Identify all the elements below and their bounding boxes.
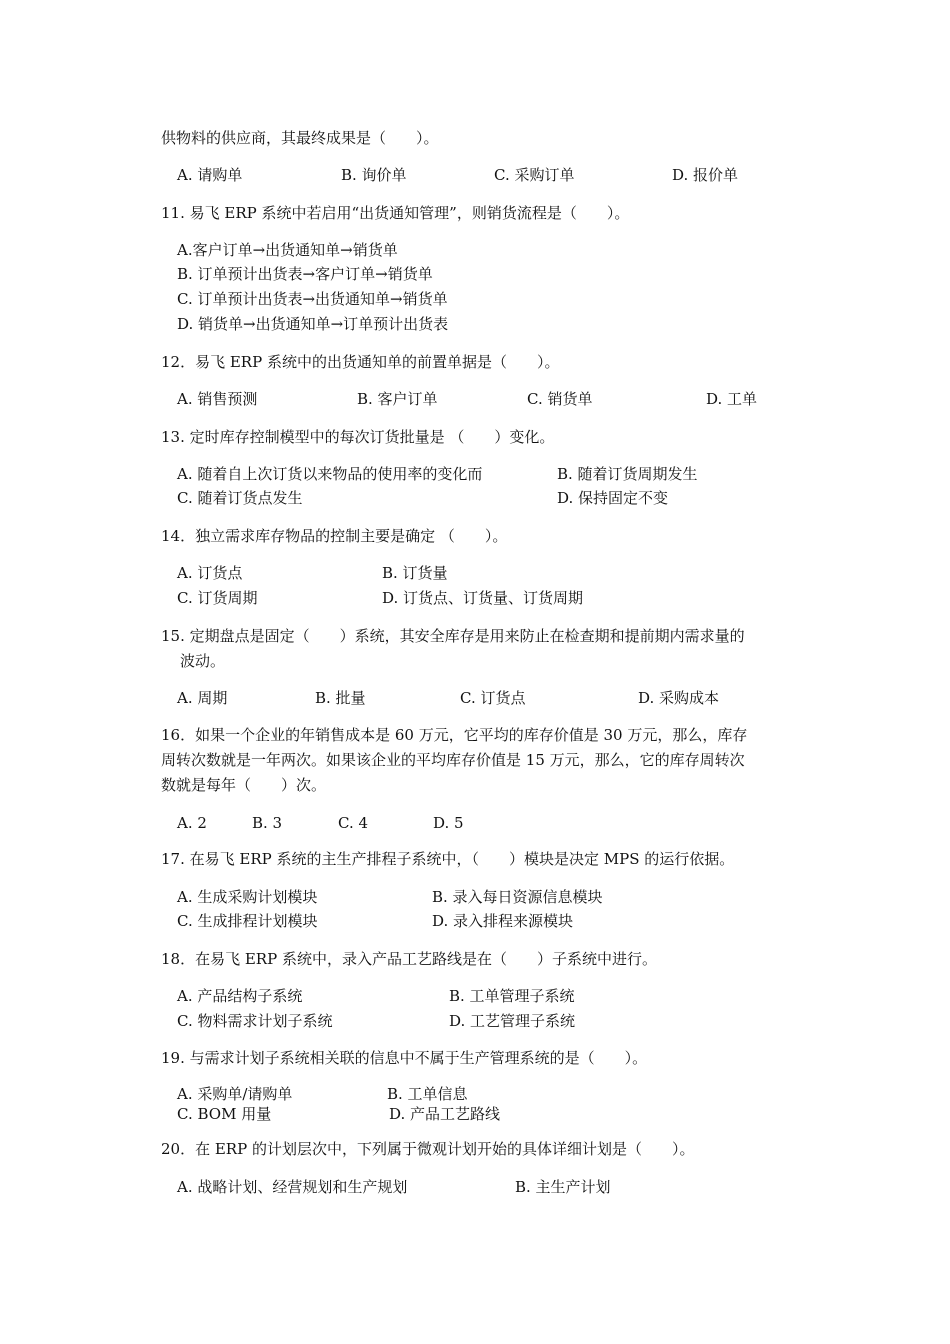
q14-option-d: D. 订货点、订货量、订货周期 — [382, 589, 584, 607]
q17-option-c: C. 生成排程计划模块 — [177, 912, 318, 930]
q11-option-a: A.客户订单→出货通知单→销货单 — [177, 241, 398, 259]
q13-option-b: B. 随着订货周期发生 — [557, 465, 698, 483]
q19-option-c: C. BOM 用量 — [177, 1105, 272, 1123]
question-12-stem: 12．易飞 ERP 系统中的出货通知单的前置单据是（ ）。 — [161, 353, 560, 371]
q10-option-b: B. 询价单 — [341, 166, 407, 184]
q15-option-b: B. 批量 — [315, 689, 366, 707]
q11-option-b: B. 订单预计出货表→客户订单→销货单 — [177, 265, 433, 283]
q10-option-a: A. 请购单 — [177, 166, 243, 184]
q16-option-c: C. 4 — [338, 814, 369, 832]
q19-option-b: B. 工单信息 — [387, 1085, 468, 1103]
question-13-stem: 13. 定时库存控制模型中的每次订货批量是 （ ）变化。 — [161, 428, 555, 446]
q18-option-d: D. 工艺管理子系统 — [449, 1012, 576, 1030]
question-19-stem: 19. 与需求计划子系统相关联的信息中不属于生产管理系统的是（ ）。 — [161, 1049, 648, 1067]
q16-option-a: A. 2 — [177, 814, 207, 832]
question-17-stem: 17. 在易飞 ERP 系统的主生产排程子系统中，（ ）模块是决定 MPS 的运行依据。 — [161, 850, 735, 868]
question-16-stem-line-3: 数就是每年（ ）次。 — [161, 776, 327, 794]
question-14-stem: 14．独立需求库存物品的控制主要是确定 （ ）。 — [161, 527, 508, 545]
q11-option-d: D. 销货单→出货通知单→订单预计出货表 — [177, 315, 449, 333]
q13-option-a: A. 随着自上次订货以来物品的使用率的变化而 — [177, 465, 483, 483]
q12-option-c: C. 销货单 — [527, 390, 593, 408]
q17-option-b: B. 录入每日资源信息模块 — [432, 888, 603, 906]
question-10-continuation: 供物料的供应商，其最终成果是（ ）。 — [161, 129, 439, 147]
q16-option-d: D. 5 — [433, 814, 464, 832]
question-11-stem: 11. 易飞 ERP 系统中若启用“出货通知管理”，则销货流程是（ ）。 — [161, 204, 630, 222]
q20-option-a: A. 战略计划、经营规划和生产规划 — [177, 1178, 408, 1196]
q15-option-d: D. 采购成本 — [638, 689, 720, 707]
q18-option-b: B. 工单管理子系统 — [449, 987, 575, 1005]
q13-option-d: D. 保持固定不变 — [557, 489, 669, 507]
question-18-stem: 18．在易飞 ERP 系统中，录入产品工艺路线是在（ ）子系统中进行。 — [161, 950, 657, 968]
question-15-stem-line-1: 15. 定期盘点是固定（ ）系统，其安全库存是用来防止在检查期和提前期内需求量的 — [161, 627, 745, 645]
q19-option-d: D. 产品工艺路线 — [389, 1105, 501, 1123]
q15-option-a: A. 周期 — [177, 689, 228, 707]
q16-option-b: B. 3 — [252, 814, 283, 832]
q18-option-a: A. 产品结构子系统 — [177, 987, 303, 1005]
q11-option-c: C. 订单预计出货表→出货通知单→销货单 — [177, 290, 448, 308]
q15-option-c: C. 订货点 — [460, 689, 526, 707]
q12-option-d: D. 工单 — [706, 390, 758, 408]
question-15-stem-line-2: 波动。 — [180, 652, 226, 670]
q13-option-c: C. 随着订货点发生 — [177, 489, 303, 507]
q14-option-c: C. 订货周期 — [177, 589, 258, 607]
question-20-stem: 20．在 ERP 的计划层次中，下列属于微观计划开始的具体详细计划是（ ）。 — [161, 1140, 695, 1158]
q20-option-b: B. 主生产计划 — [515, 1178, 611, 1196]
q14-option-b: B. 订货量 — [382, 564, 448, 582]
q17-option-a: A. 生成采购计划模块 — [177, 888, 318, 906]
question-16-stem-line-2: 周转次数就是一年两次。如果该企业的平均库存价值是 15 万元，那么，它的库存周转次 — [161, 751, 745, 769]
q18-option-c: C. 物料需求计划子系统 — [177, 1012, 333, 1030]
q12-option-a: A. 销售预测 — [177, 390, 258, 408]
q14-option-a: A. 订货点 — [177, 564, 243, 582]
q10-option-c: C. 采购订单 — [494, 166, 575, 184]
question-16-stem-line-1: 16．如果一个企业的年销售成本是 60 万元，它平均的库存价值是 30 万元，那么，库存 — [161, 726, 748, 744]
q17-option-d: D. 录入排程来源模块 — [432, 912, 574, 930]
q19-option-a: A. 采购单/请购单 — [177, 1085, 293, 1103]
q12-option-b: B. 客户订单 — [357, 390, 438, 408]
q10-option-d: D. 报价单 — [672, 166, 739, 184]
